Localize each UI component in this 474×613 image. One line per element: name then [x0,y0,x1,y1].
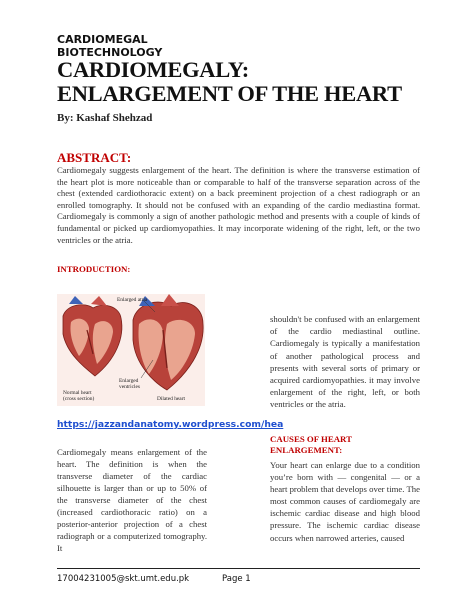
label-normal-heart-2: (cross section) [63,396,95,402]
header-line-1: CARDIOMEGAL [57,33,148,46]
document-header [57,33,162,59]
document-title: CARDIOMEGALY: ENLARGEMENT OF THE HEART [57,57,402,106]
label-enlarged-ventricles-2: ventricles [119,384,140,390]
author-byline: By: Kashaf Shehzad [57,112,153,124]
source-link[interactable]: https://jazzandanatomy.wordpress.com/hea [57,419,284,430]
introduction-left-body: Cardiomegaly means enlargement of the heart. The definition is when the transverse diameter of the cardiac silhouette is larger than or up to 50% of the transverse diameter of the chest (increased cardiothoracic ratio) on a posterior-anterior projection of a chest radiograph or a computerized tomography. It [57,447,207,553]
label-enlarged-ventricles-1: Enlarged [119,378,139,384]
abstract-body: Cardiomegaly suggests enlargement of the heart. The definition is where the transverse estimation of the heart plot is more noticeable than or comparable to half of the transverse separation across of the chest (extended cardiothoracic extent) on a back preeminent projection of a chest radiograph or an enrolled tomography. It should not be confused with an expanding of the cardio mediastina format. Cardiomegaly is commonly a sign of another pathologic method and presents with a couple of kinds of fundamental or picked up cardiomyopathies. It may incorporate widening of the right, left, or the two ventricles or the atria. [57,165,420,245]
footer-page-number: Page 1 [222,574,251,584]
causes-body: Your heart can enlarge due to a condition you’re born with — congenital — or a heart problem that develops over time. The most common causes of cardiomegaly are ischemic cardiac disease and high blood pressure. The ischemic cardiac disease occurs when narrowed arteries, caused [270,460,420,543]
causes-heading: CAUSES OF HEART ENLARGEMENT: [270,434,352,455]
label-dilated-heart: Dilated heart [157,396,185,402]
header-line-2: BIOTECHNOLOGY [57,46,163,59]
introduction-right-body: shouldn't be confused with an enlargement of the cardio mediastinal outline. Cardiomegaly is typically a manifestation of another pathological process and presents with several sorts of primary or acquired cardiomyopathies. it may involve enlargement of the right, left, or both ventricles or the atria. [270,314,420,410]
heart-illustration [57,294,205,406]
label-normal-heart-1: Normal heart [63,390,92,396]
abstract-heading: ABSTRACT: [57,150,132,165]
footer-divider [57,568,420,569]
introduction-heading: INTRODUCTION: [57,264,131,274]
label-enlarged-atria: Enlarged atria [117,297,148,303]
footer-email: 17004231005@skt.umt.edu.pk [57,574,190,584]
